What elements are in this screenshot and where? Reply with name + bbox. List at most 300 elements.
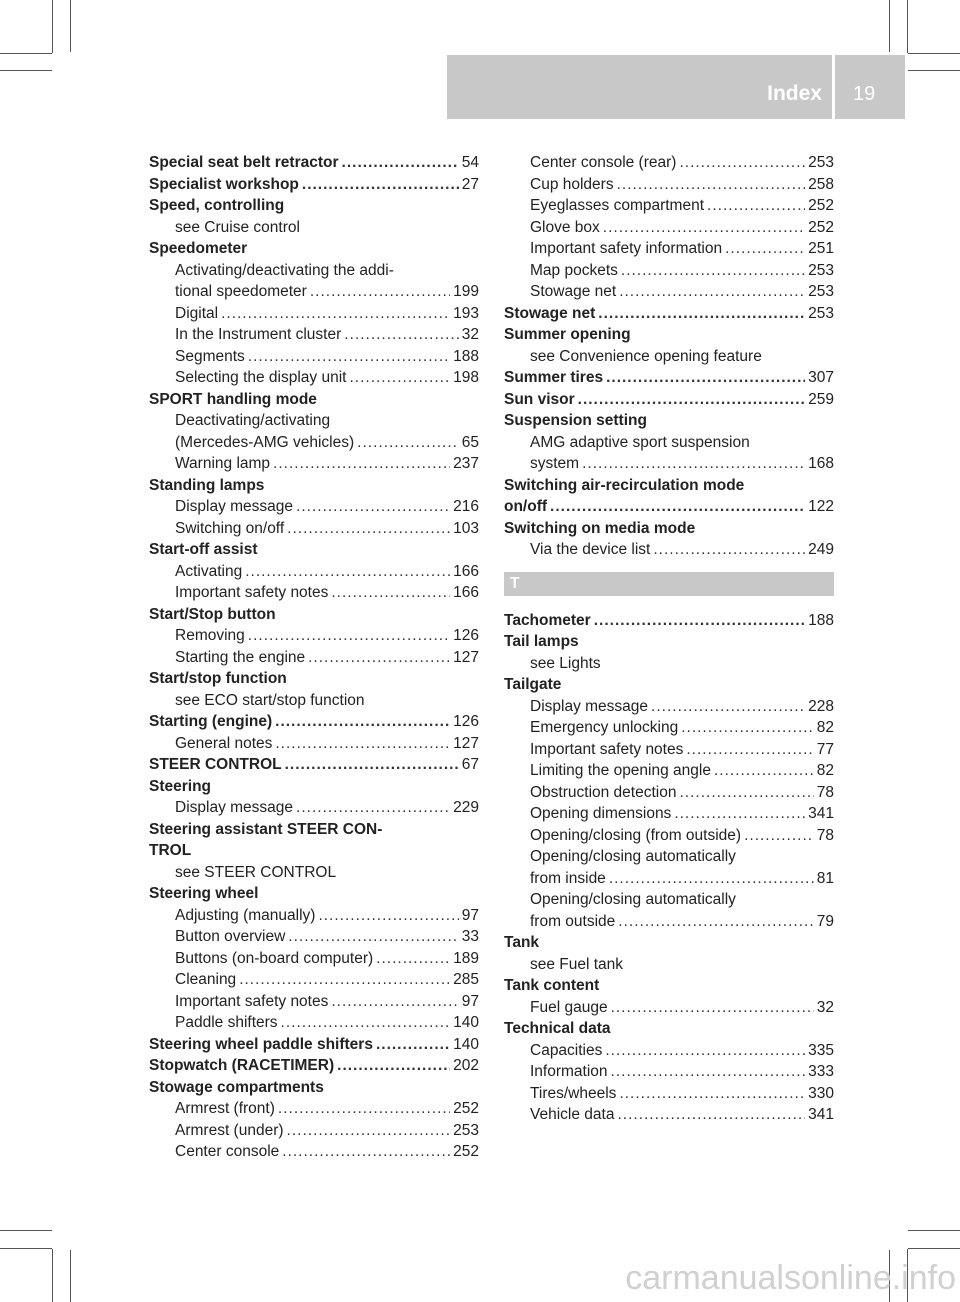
index-entry	[504, 367, 834, 389]
dot-leader	[619, 1083, 805, 1105]
index-entry-term: Important safety notes	[175, 584, 329, 601]
index-entry-term: Stowage compartments	[149, 1078, 324, 1096]
index-entry-term: Display message	[175, 799, 294, 816]
dot-leader	[611, 1061, 806, 1083]
index-entry-term: Technical data	[504, 1020, 611, 1037]
dot-leader	[619, 281, 805, 303]
index-entry-term: Paddle shifters	[175, 1014, 278, 1031]
index-entry-term: Fuel gauge	[530, 998, 608, 1016]
index-entry-page: 140	[453, 1014, 479, 1031]
dot-leader	[282, 1141, 450, 1163]
index-entry-term: Opening dimensions	[530, 805, 672, 822]
index-entry	[149, 582, 479, 604]
dot-leader	[248, 625, 450, 647]
index-entry-term: Switching on/off	[175, 519, 285, 537]
index-entry-term: Tank	[504, 934, 540, 951]
index-entry	[149, 991, 479, 1013]
dot-leader	[376, 948, 450, 970]
index-column-right	[504, 152, 834, 1126]
index-entry	[504, 1018, 834, 1040]
index-entry	[149, 260, 479, 282]
dot-leader	[582, 453, 805, 475]
index-entry-term: Display message	[530, 697, 649, 715]
index-entry-term: Start/stop function	[149, 670, 287, 687]
index-entry-term: Activating	[175, 562, 243, 580]
index-entry-page: 67	[461, 756, 479, 773]
index-entry-term: Limiting the opening angle	[530, 762, 711, 779]
index-entry-page: 258	[808, 175, 834, 193]
index-entry	[504, 1083, 834, 1105]
dot-leader	[331, 582, 450, 604]
dot-leader	[349, 367, 450, 389]
dot-leader	[288, 926, 458, 948]
index-entry-page: 127	[453, 734, 479, 752]
index-entry-term: Special seat belt retractor	[149, 154, 339, 171]
index-entry	[149, 281, 479, 303]
index-entry	[149, 647, 479, 669]
dot-leader	[221, 303, 450, 325]
index-entry-term: from inside	[530, 869, 606, 887]
index-entry-term: Center console (rear)	[530, 154, 677, 171]
index-entry-term: Armrest (front)	[175, 1100, 275, 1117]
index-entry-term: Removing	[175, 627, 245, 644]
dot-leader	[296, 797, 450, 819]
dot-leader	[337, 1055, 450, 1077]
index-entry	[149, 625, 479, 647]
index-entry	[149, 1012, 479, 1034]
dot-leader	[296, 496, 450, 518]
watermark: carmanualsonline.info	[625, 1259, 956, 1297]
index-entry-term: Important safety notes	[175, 992, 329, 1010]
index-entry	[149, 883, 479, 905]
crop-mark	[908, 1248, 960, 1249]
index-entry-page: 341	[808, 1106, 834, 1123]
index-entry	[149, 475, 479, 497]
index-entry	[504, 846, 834, 868]
dot-leader	[617, 174, 806, 196]
index-entry-term: Armrest (under)	[175, 1121, 284, 1139]
index-entry-page: 127	[453, 648, 479, 666]
index-entry-term: on/off	[504, 498, 548, 515]
index-entry	[504, 303, 834, 325]
index-entry-page: 27	[461, 175, 479, 193]
index-entry-page: 77	[816, 740, 834, 758]
index-entry-page: 97	[461, 992, 479, 1010]
dot-leader	[603, 217, 805, 239]
index-entry-term: Tailgate	[504, 676, 562, 693]
dot-leader	[239, 969, 450, 991]
index-entry-term: Tail lamps	[504, 633, 579, 650]
index-entry-term: system	[530, 455, 580, 472]
index-entry-page: 335	[808, 1041, 834, 1059]
dot-leader	[609, 868, 814, 890]
index-entry-term: Button overview	[175, 928, 286, 945]
dot-leader	[285, 754, 459, 776]
index-entry-page: 126	[453, 627, 479, 644]
index-entry	[149, 969, 479, 991]
index-entry-page: 79	[816, 912, 834, 930]
index-entry	[149, 238, 479, 260]
index-entry-page: 253	[808, 283, 834, 300]
crop-mark	[907, 0, 908, 53]
index-entry	[149, 754, 479, 776]
index-entry	[504, 717, 834, 739]
index-entry	[504, 653, 834, 675]
index-entry	[504, 174, 834, 196]
index-entry-page: 189	[453, 949, 479, 967]
dot-leader	[674, 803, 805, 825]
index-entry-term: Information	[530, 1063, 608, 1080]
index-entry	[149, 195, 479, 217]
dot-leader	[245, 561, 450, 583]
index-entry-term: from outside	[530, 912, 616, 930]
index-entry-page: 166	[453, 584, 479, 601]
index-entry-term: AMG adaptive sport suspension	[530, 433, 750, 451]
index-entry	[149, 561, 479, 583]
index-entry	[504, 610, 834, 632]
index-entry-page: 253	[808, 304, 834, 322]
index-entry	[149, 819, 479, 841]
dot-leader	[618, 911, 813, 933]
index-entry-page: 216	[453, 498, 479, 515]
index-entry	[504, 496, 834, 518]
index-entry-term: Switching on media mode	[504, 519, 696, 537]
index-entry-page: 126	[453, 713, 479, 730]
page-number: 19	[853, 83, 876, 105]
index-entry-page: 253	[453, 1121, 479, 1139]
index-entry-page: 228	[808, 697, 834, 715]
index-entry	[504, 760, 834, 782]
dot-leader	[278, 1098, 450, 1120]
index-entry-term: see Lights	[530, 654, 601, 672]
index-group-s	[504, 152, 834, 561]
index-entry-term: Activating/deactivating the addi-	[175, 261, 394, 279]
crop-mark	[908, 1230, 960, 1231]
index-entry-page: 249	[808, 541, 834, 558]
index-entry	[149, 346, 479, 368]
dot-leader	[287, 1120, 451, 1142]
index-entry-term: Center console	[175, 1143, 280, 1160]
crop-mark	[889, 0, 890, 52]
index-entry-page: 188	[808, 611, 834, 629]
index-entry-page: 341	[808, 805, 834, 822]
dot-leader	[707, 195, 805, 217]
index-entry-term: Steering wheel	[149, 885, 259, 902]
index-entry-term: Segments	[175, 347, 245, 365]
index-entry-page: 237	[453, 455, 479, 472]
index-entry-term: Switching air-recirculation mode	[504, 476, 745, 494]
dot-leader	[376, 1034, 450, 1056]
index-entry-term: Adjusting (manually)	[175, 906, 316, 924]
index-entry-term: Speed, controlling	[149, 197, 285, 214]
index-entry	[149, 604, 479, 626]
index-entry	[504, 346, 834, 368]
index-entry-term: Standing lamps	[149, 476, 265, 494]
index-entry-term: Tank content	[504, 977, 600, 994]
index-entry-term: Eyeglasses compartment	[530, 197, 705, 214]
dot-leader	[611, 997, 814, 1019]
index-entry	[504, 453, 834, 475]
index-entry-page: 103	[453, 519, 479, 537]
crop-mark	[0, 53, 52, 54]
crop-mark	[70, 0, 71, 52]
index-entry	[149, 324, 479, 346]
index-entry-term: Display message	[175, 498, 294, 515]
index-entry	[504, 739, 834, 761]
index-entry-term: TROL	[149, 842, 192, 859]
dot-leader	[686, 739, 813, 761]
index-entry-page: 168	[808, 455, 834, 472]
index-entry-page: 97	[461, 906, 479, 924]
index-entry	[149, 905, 479, 927]
index-entry	[504, 868, 834, 890]
index-entry-page: 32	[461, 326, 479, 343]
index-entry-page: 252	[808, 218, 834, 236]
index-entry-term: Buttons (on-board computer)	[175, 949, 374, 967]
index-entry-term: see Fuel tank	[530, 955, 624, 973]
index-entry-term: (Mercedes-AMG vehicles)	[175, 433, 355, 451]
dot-leader	[578, 389, 805, 411]
index-entry	[504, 260, 834, 282]
index-entry-page: 33	[461, 928, 479, 945]
index-entry-term: Via the device list	[530, 541, 651, 558]
index-entry	[504, 539, 834, 561]
dot-leader	[331, 991, 458, 1013]
dot-leader	[281, 1012, 451, 1034]
index-entry	[504, 997, 834, 1019]
index-entry	[149, 1141, 479, 1163]
index-entry	[149, 1120, 479, 1142]
index-entry	[149, 862, 479, 884]
index-entry	[504, 324, 834, 346]
dot-leader	[248, 346, 450, 368]
index-entry	[504, 889, 834, 911]
index-entry-term: Start/Stop button	[149, 605, 276, 623]
index-entry-term: Stowage net	[530, 283, 617, 300]
index-entry-term: General notes	[175, 734, 273, 752]
index-entry-term: Important safety information	[530, 240, 723, 257]
index-entry	[149, 733, 479, 755]
index-entry-term: Sun visor	[504, 390, 575, 408]
crop-mark	[0, 1248, 52, 1249]
index-entry-term: see Cruise control	[175, 218, 300, 236]
index-entry-term: Start-off assist	[149, 541, 258, 558]
index-entry-page: 65	[461, 433, 479, 451]
index-entry-term: Steering	[149, 777, 212, 795]
crop-mark	[52, 1249, 53, 1302]
index-entry-term: see STEER CONTROL	[175, 863, 337, 881]
index-entry-page: 253	[808, 261, 834, 279]
crop-mark	[908, 53, 960, 54]
index-entry	[149, 1077, 479, 1099]
index-entry-term: In the Instrument cluster	[175, 326, 342, 343]
dot-leader	[679, 782, 813, 804]
index-entry-term: see Convenience opening feature	[530, 347, 762, 365]
index-entry-term: Selecting the display unit	[175, 369, 347, 386]
index-entry-page: 82	[816, 719, 834, 736]
dot-leader	[679, 152, 805, 174]
index-entry	[504, 696, 834, 718]
index-entry-page: 54	[461, 154, 479, 171]
dot-leader	[605, 1040, 805, 1062]
index-entry	[504, 238, 834, 260]
index-entry-page: 188	[453, 347, 479, 365]
dot-leader	[653, 539, 805, 561]
index-entry	[504, 1040, 834, 1062]
index-entry-page: 166	[453, 562, 479, 580]
index-entry	[504, 782, 834, 804]
index-entry	[149, 303, 479, 325]
dot-leader	[617, 1104, 805, 1126]
dot-leader	[594, 610, 805, 632]
index-column-left	[149, 152, 479, 1163]
index-entry	[504, 803, 834, 825]
dot-leader	[273, 453, 450, 475]
dot-leader	[287, 518, 450, 540]
index-entry-page: 81	[816, 869, 834, 887]
index-entry-page: 285	[453, 971, 479, 988]
dot-leader	[606, 367, 805, 389]
index-entry	[504, 674, 834, 696]
index-entry-term: Starting the engine	[175, 648, 306, 666]
index-entry-page: 198	[453, 369, 479, 386]
index-entry-term: Capacities	[530, 1041, 603, 1059]
dot-leader	[342, 152, 459, 174]
index-entry-term: Specialist workshop	[149, 175, 299, 193]
crop-mark	[0, 70, 52, 71]
dot-leader	[714, 760, 814, 782]
index-entry-term: see ECO start/stop function	[175, 691, 365, 709]
index-entry-term: Tachometer	[504, 611, 591, 629]
index-entry	[149, 174, 479, 196]
index-entry	[504, 281, 834, 303]
index-entry	[504, 1104, 834, 1126]
index-entry-term: SPORT handling mode	[149, 390, 317, 408]
index-entry	[504, 410, 834, 432]
dot-leader	[651, 696, 805, 718]
index-entry-term: Tires/wheels	[530, 1084, 617, 1102]
dot-leader	[357, 432, 459, 454]
index-entry-term: Vehicle data	[530, 1106, 615, 1123]
index-entry	[149, 840, 479, 862]
index-entry	[149, 453, 479, 475]
index-entry-page: 82	[816, 762, 834, 779]
index-entry-term: Speedometer	[149, 240, 248, 257]
index-entry-page: 307	[808, 369, 834, 386]
dot-leader	[310, 281, 450, 303]
index-entry-page: 252	[453, 1100, 479, 1117]
index-entry-page: 32	[816, 998, 834, 1016]
index-entry	[504, 152, 834, 174]
index-entry-term: Digital	[175, 304, 219, 322]
index-entry-term: Emergency unlocking	[530, 719, 679, 736]
index-entry-page: 202	[453, 1057, 479, 1074]
index-entry	[504, 1061, 834, 1083]
index-entry-term: Obstruction detection	[530, 783, 677, 801]
index-entry	[149, 1055, 479, 1077]
index-entry-term: Starting (engine)	[149, 713, 273, 730]
index-entry-term: Summer opening	[504, 326, 631, 343]
index-entry	[504, 389, 834, 411]
index-group-t	[504, 610, 834, 1126]
index-entry-page: 330	[808, 1084, 834, 1102]
index-entry-page: 253	[808, 154, 834, 171]
index-entry	[149, 690, 479, 712]
index-entry-term: Cup holders	[530, 175, 614, 193]
crop-mark	[0, 1230, 52, 1231]
index-entry-page: 259	[808, 390, 834, 408]
dot-leader	[621, 260, 805, 282]
index-entry	[504, 825, 834, 847]
dot-leader	[744, 825, 814, 847]
index-entry	[149, 668, 479, 690]
index-entry-term: Suspension setting	[504, 412, 647, 429]
index-entry	[149, 1034, 479, 1056]
index-entry	[504, 432, 834, 454]
index-entry-term: Steering assistant STEER CON-	[149, 820, 383, 838]
index-entry	[504, 475, 834, 497]
index-entry	[149, 711, 479, 733]
index-entry-term: STEER CONTROL	[149, 756, 282, 773]
index-entry-page: 78	[816, 783, 834, 801]
index-entry	[504, 518, 834, 540]
index-entry-term: Stopwatch (RACETIMER)	[149, 1057, 335, 1074]
index-entry	[149, 539, 479, 561]
index-entry	[149, 1098, 479, 1120]
index-entry	[149, 518, 479, 540]
index-entry	[504, 195, 834, 217]
dot-leader	[681, 717, 814, 739]
index-entry	[504, 217, 834, 239]
index-entry	[149, 389, 479, 411]
index-entry	[149, 367, 479, 389]
index-entry-page: 199	[453, 283, 479, 300]
dot-leader	[550, 496, 805, 518]
index-entry-term: Opening/closing (from outside)	[530, 826, 742, 844]
dot-leader	[344, 324, 458, 346]
page-header-bar	[447, 55, 905, 119]
index-entry	[149, 432, 479, 454]
index-entry-page: 193	[453, 304, 479, 322]
index-entry-page: 252	[453, 1143, 479, 1160]
index-entry	[149, 217, 479, 239]
index-entry-term: Glove box	[530, 218, 600, 236]
index-entry-term: Warning lamp	[175, 455, 271, 472]
index-entry	[504, 954, 834, 976]
index-entry-page: 229	[453, 799, 479, 816]
index-entry	[149, 776, 479, 798]
index-entry	[504, 932, 834, 954]
section-letter-heading: T	[504, 572, 834, 596]
index-entry-page: 140	[453, 1035, 479, 1053]
index-entry	[149, 926, 479, 948]
index-entry-term: Stowage net	[504, 304, 596, 322]
dot-leader	[318, 905, 458, 927]
dot-leader	[598, 303, 805, 325]
index-entry	[504, 631, 834, 653]
index-entry	[149, 797, 479, 819]
index-entry-term: Summer tires	[504, 369, 604, 386]
index-entry-page: 78	[816, 826, 834, 844]
index-entry-term: Important safety notes	[530, 740, 684, 758]
index-entry	[504, 911, 834, 933]
header-separator	[832, 55, 835, 119]
index-entry-term: tional speedometer	[175, 283, 307, 300]
index-entry-term: Deactivating/activating	[175, 412, 331, 429]
dot-leader	[725, 238, 805, 260]
index-entry-term: Opening/closing automatically	[530, 891, 736, 908]
index-entry-term: Cleaning	[175, 971, 237, 988]
